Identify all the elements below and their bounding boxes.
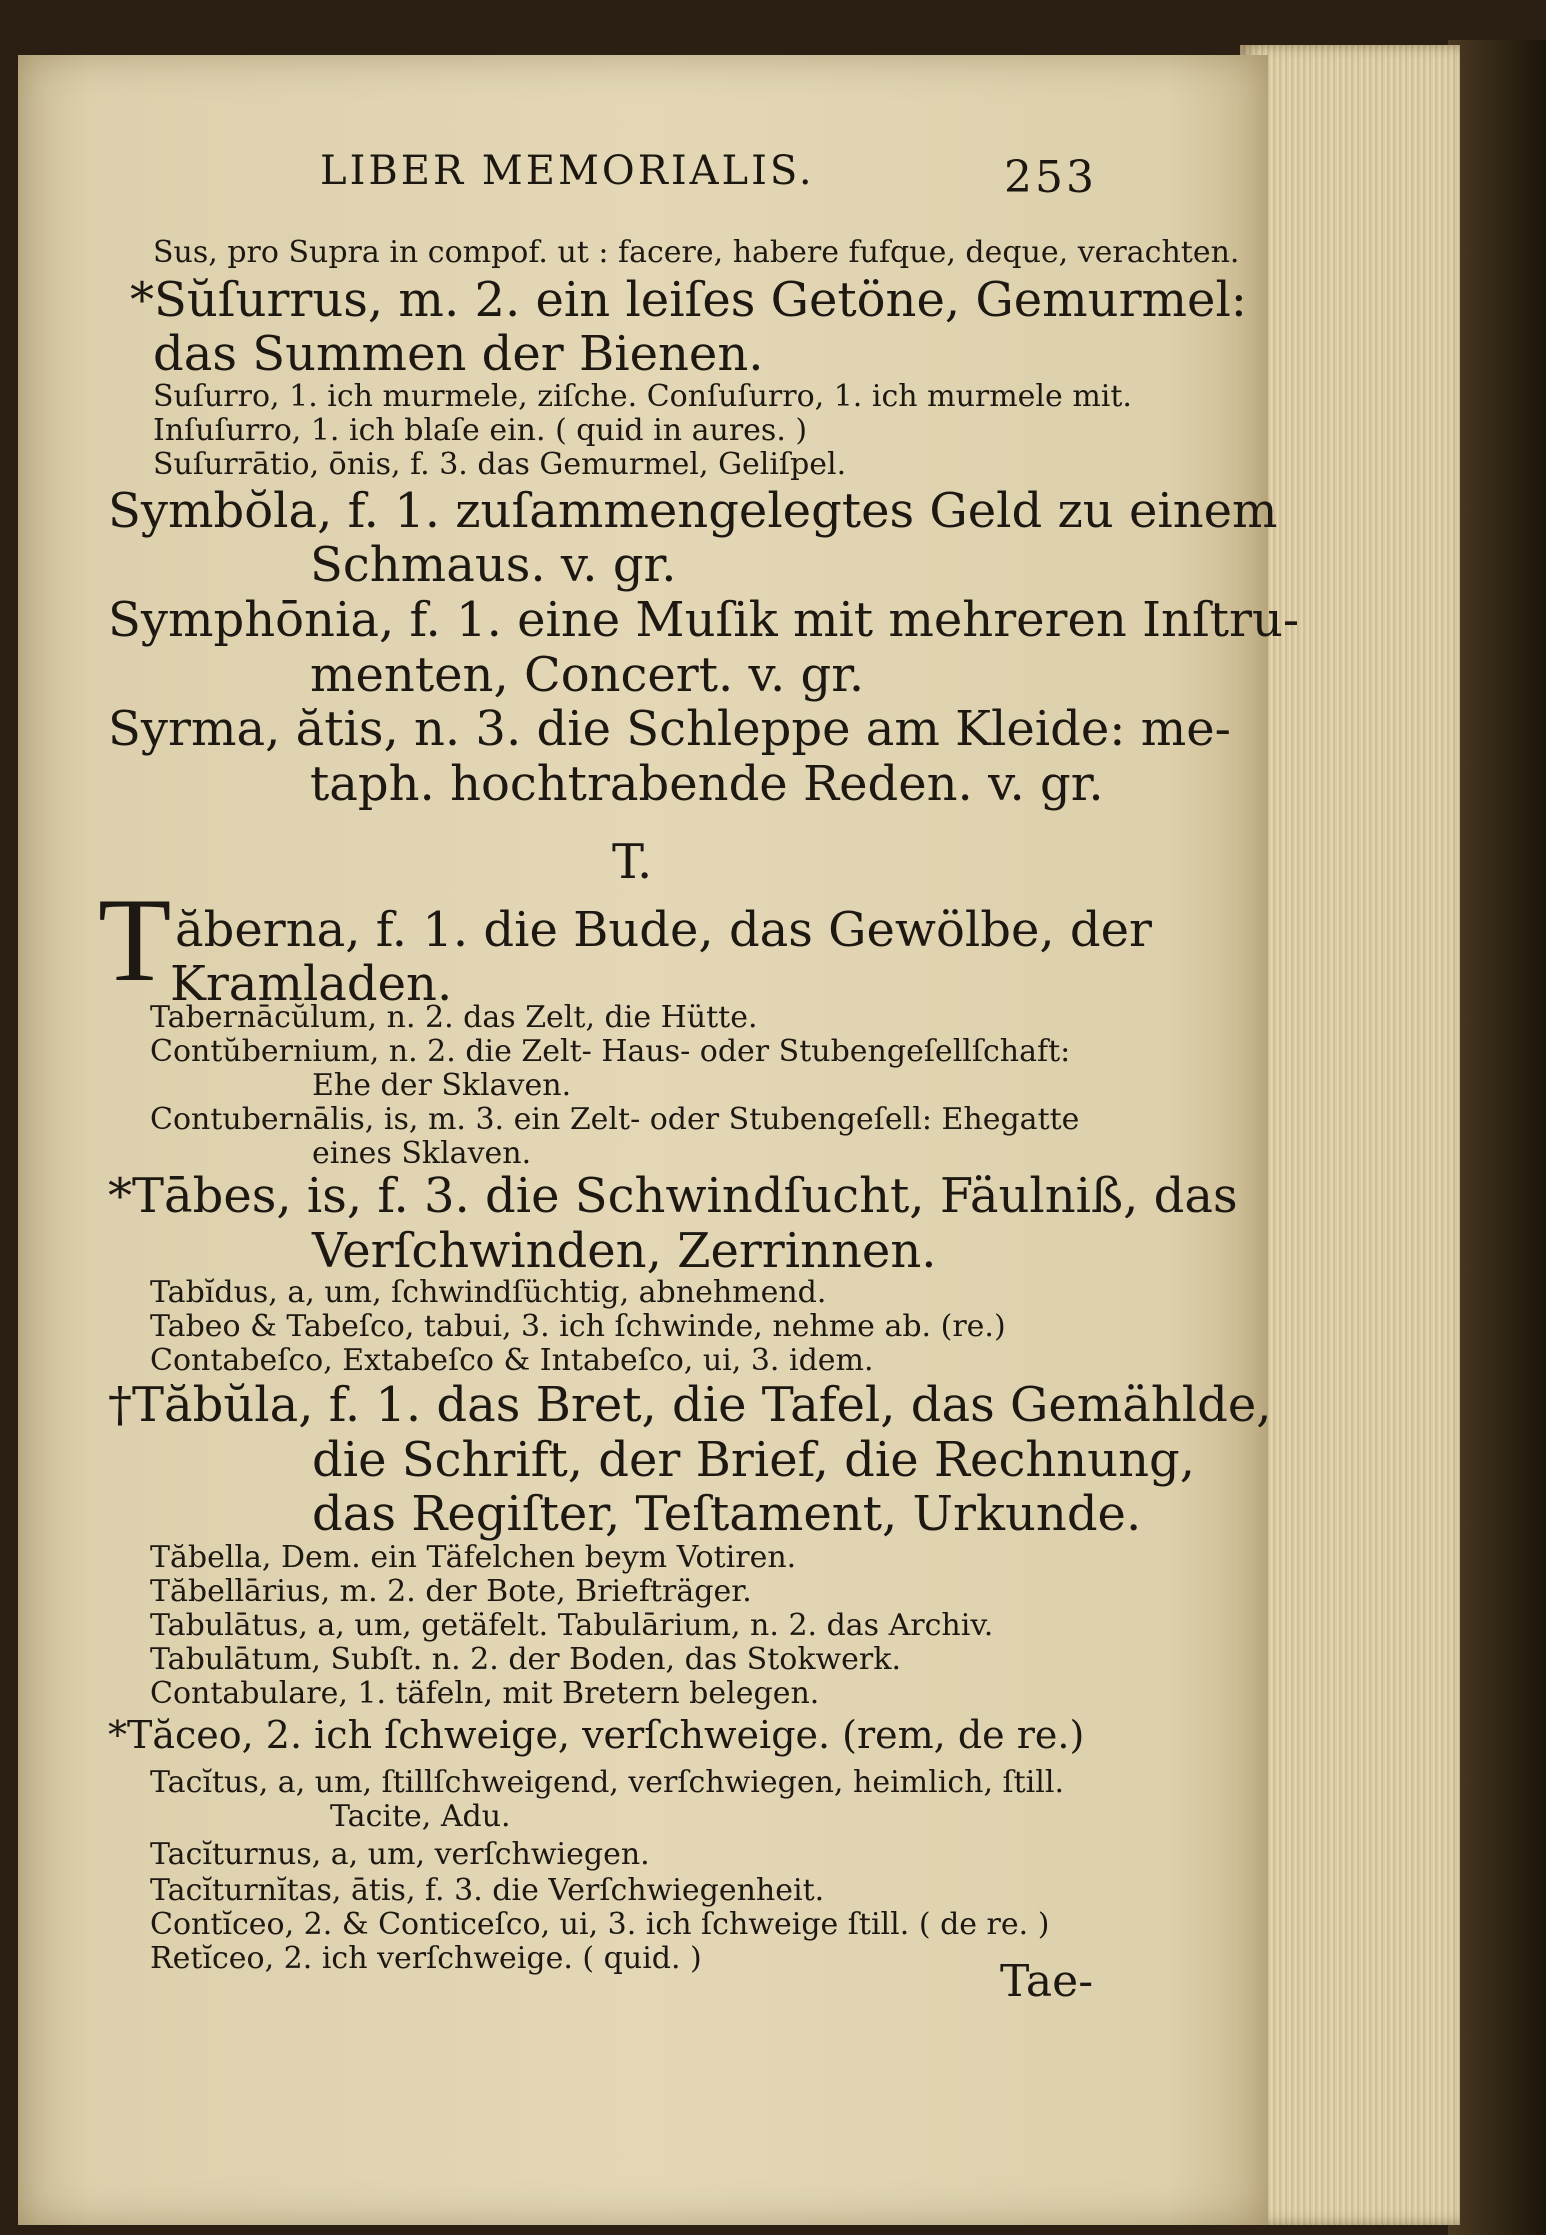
entry-line: das Summen der Bienen. [153, 326, 764, 382]
entry-line: Tabulātum, Subſt. n. 2. der Boden, das Stokwerk. [150, 1642, 901, 1677]
entry-line: eines Sklaven. [312, 1136, 532, 1171]
section-letter: T. [612, 834, 653, 890]
drop-cap: T [98, 873, 172, 1006]
header-title: LIBER MEMORIALIS. [320, 148, 815, 194]
page-number: 253 [1004, 152, 1097, 203]
entry-line: Verſchwinden, Zerrinnen. [312, 1223, 937, 1279]
entry-line: Tacĭturnus, a, um, verſchwiegen. [150, 1837, 650, 1872]
entry-line: Schmaus. v. gr. [310, 537, 677, 593]
entry-line: Contabeſco, Extabeſco & Intabeſco, ui, 3. idem. [150, 1343, 874, 1378]
entry-line: *Sŭſurrus, m. 2. ein leiſes Getöne, Gemurmel: [130, 272, 1247, 328]
entry-line: das Regiſter, Teſtament, Urkunde. [312, 1486, 1142, 1542]
entry-line: Inſuſurro, 1. ich blaſe ein. ( quid in aures. ) [153, 413, 808, 448]
entry-line: Tăbellārius, m. 2. der Bote, Briefträger. [150, 1574, 752, 1609]
entry-line: Tabeo & Tabeſco, tabui, 3. ich ſchwinde, nehme ab. (re.) [150, 1309, 1006, 1344]
entry-line: Sus, pro Supra in compof. ut : facere, habere fufque, deque, verachten. [153, 235, 1240, 270]
entry-line: Suſurrātio, ōnis, f. 3. das Gemurmel, Geliſpel. [153, 447, 847, 482]
entry-line: Tabĭdus, a, um, ſchwindſüchtig, abnehmend. [150, 1275, 827, 1310]
entry-line: Retĭceo, 2. ich verſchweige. ( quid. ) [150, 1941, 702, 1976]
entry-line: †Tăbŭla, f. 1. das Bret, die Tafel, das Gemählde, [108, 1377, 1272, 1433]
entry-line: Tacĭtus, a, um, ſtillſchweigend, verſchwiegen, heimlich, ſtill. [150, 1765, 1064, 1800]
entry-line: Symphōnia, f. 1. eine Muſik mit mehreren Inſtru- [108, 592, 1300, 648]
entry-line: Tabernācŭlum, n. 2. das Zelt, die Hütte. [150, 1000, 758, 1035]
entry-line: *Tābes, is, f. 3. die Schwindſucht, Fäulniß, das [108, 1168, 1238, 1224]
entry-line: Ehe der Sklaven. [312, 1068, 572, 1103]
entry-line: Kramladen. [170, 956, 453, 1012]
entry-line: Contubernālis, is, m. 3. ein Zelt- oder Stubengeſell: Ehegatte [150, 1102, 1080, 1137]
entry-line: Tacite, Adu. [330, 1799, 511, 1834]
entry-line: Tacĭturnĭtas, ātis, f. 3. die Verſchwiegenheit. [150, 1873, 825, 1908]
entry-line: Contŭbernium, n. 2. die Zelt- Haus- oder Stubengeſellſchaft: [150, 1034, 1071, 1069]
entry-line: Tabulātus, a, um, getäfelt. Tabulārium, n. 2. das Archiv. [150, 1608, 994, 1643]
entry-line: ăberna, f. 1. die Bude, das Gewölbe, der [175, 902, 1152, 958]
entry-line: Symbŏla, f. 1. zuſammengelegtes Geld zu einem [108, 483, 1278, 539]
entry-line: *Tăceo, 2. ich ſchweige, verſchweige. (rem, de re.) [108, 1713, 1085, 1757]
entry-line: Contabulare, 1. täfeln, mit Bretern belegen. [150, 1676, 820, 1711]
entry-line: menten, Concert. v. gr. [310, 647, 865, 703]
catchword: Tae- [1000, 1956, 1094, 2007]
entry-line: die Schrift, der Brief, die Rechnung, [312, 1432, 1195, 1488]
entry-line: Syrma, ătis, n. 3. die Schleppe am Kleide: me- [108, 701, 1231, 757]
entry-line: Suſurro, 1. ich murmele, ziſche. Conſuſurro, 1. ich murmele mit. [153, 379, 1132, 414]
entry-line: Contĭceo, 2. & Conticeſco, ui, 3. ich ſchweige ſtill. ( de re. ) [150, 1907, 1050, 1942]
entry-line: Tăbella, Dem. ein Täfelchen beym Votiren. [150, 1540, 797, 1575]
entry-line: taph. hochtrabende Reden. v. gr. [310, 756, 1104, 812]
